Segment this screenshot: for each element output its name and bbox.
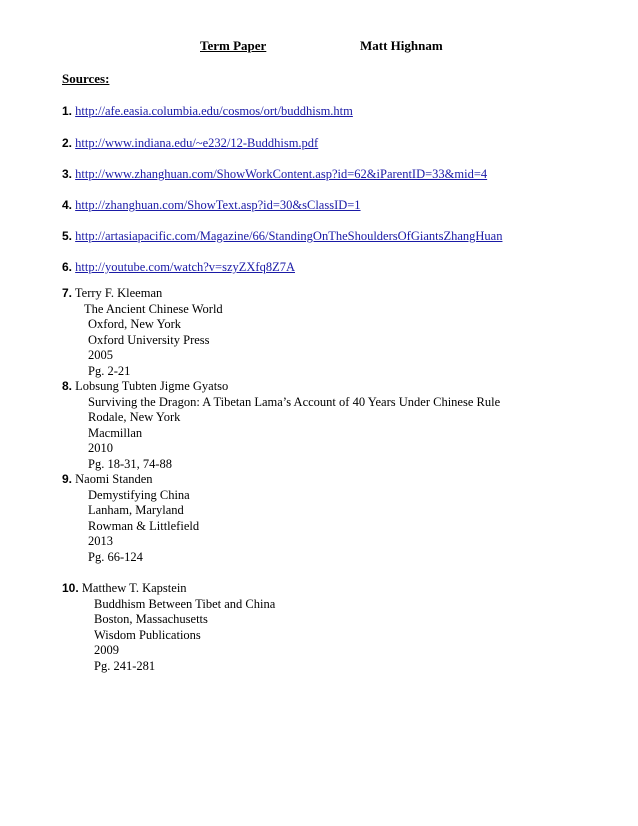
source-item [62,167,487,182]
book-title: Demystifying China [88,487,190,502]
source-item [62,260,295,275]
source-number: 2. [62,136,73,150]
book-publisher: Rowman & Littlefield [88,518,200,533]
book-year: 2009 [94,643,119,657]
book-source [62,379,500,472]
book-pages: Pg. 18-31, 74-88 [88,456,173,471]
source-number: 9. [62,472,73,486]
source-link[interactable]: http://afe.easia.columbia.edu/cosmos/ort/buddhism.htm [75,104,353,118]
book-publisher: Oxford University Press [88,332,210,347]
source-number: 7. [62,286,73,300]
source-link[interactable]: http://zhanghuan.com/ShowText.asp?id=30&sClassID=1 [75,198,361,212]
source-link[interactable]: http://www.zhanghuan.com/ShowWorkContent.asp?id=62&iParentID=33&mid=4 [75,167,488,181]
source-item [62,104,353,119]
book-title: Buddhism Between Tibet and China [94,596,276,611]
page-title: Term Paper [200,38,267,53]
book-pages: Pg. 2-21 [88,363,131,378]
book-title: Surviving the Dragon: A Tibetan Lama’s Account of 40 Years Under Chinese Rule [88,394,501,409]
source-link[interactable]: http://www.indiana.edu/~e232/12-Buddhism.pdf [75,136,319,150]
source-number: 1. [62,104,73,118]
source-item [62,229,502,244]
source-item [62,198,361,213]
book-author: Terry F. Kleeman [74,286,163,300]
book-title: The Ancient Chinese World [84,301,223,316]
author-name: Matt Highnam [360,38,443,53]
book-author: Lobsung Tubten Jigme Gyatso [75,379,229,393]
book-place: Lanham, Maryland [88,503,184,517]
book-source [62,581,275,674]
source-link[interactable]: http://artasiapacific.com/Magazine/66/StandingOnTheShouldersOfGiantsZhangHuan [75,229,503,243]
book-author: Matthew T. Kapstein [81,581,187,595]
book-year: 2005 [88,348,113,362]
source-number: 10. [62,581,79,595]
source-number: 8. [62,379,73,393]
book-source [62,286,223,379]
source-number: 5. [62,229,73,243]
book-author: Naomi Standen [75,472,153,486]
book-pages: Pg. 241-281 [94,658,156,673]
source-number: 6. [62,260,73,274]
book-publisher: Macmillan [88,425,143,440]
sources-heading: Sources: [62,71,110,86]
book-place: Boston, Massachusetts [94,612,208,626]
book-pages: Pg. 66-124 [88,549,143,564]
book-publisher: Wisdom Publications [94,627,201,642]
book-source [62,472,199,565]
book-year: 2010 [88,441,113,455]
source-number: 4. [62,198,73,212]
source-link[interactable]: http://youtube.com/watch?v=szyZXfq8Z7A [75,260,295,274]
source-item [62,136,318,151]
source-number: 3. [62,167,73,181]
book-year: 2013 [88,534,113,548]
book-place: Rodale, New York [88,410,181,424]
book-place: Oxford, New York [88,317,182,331]
